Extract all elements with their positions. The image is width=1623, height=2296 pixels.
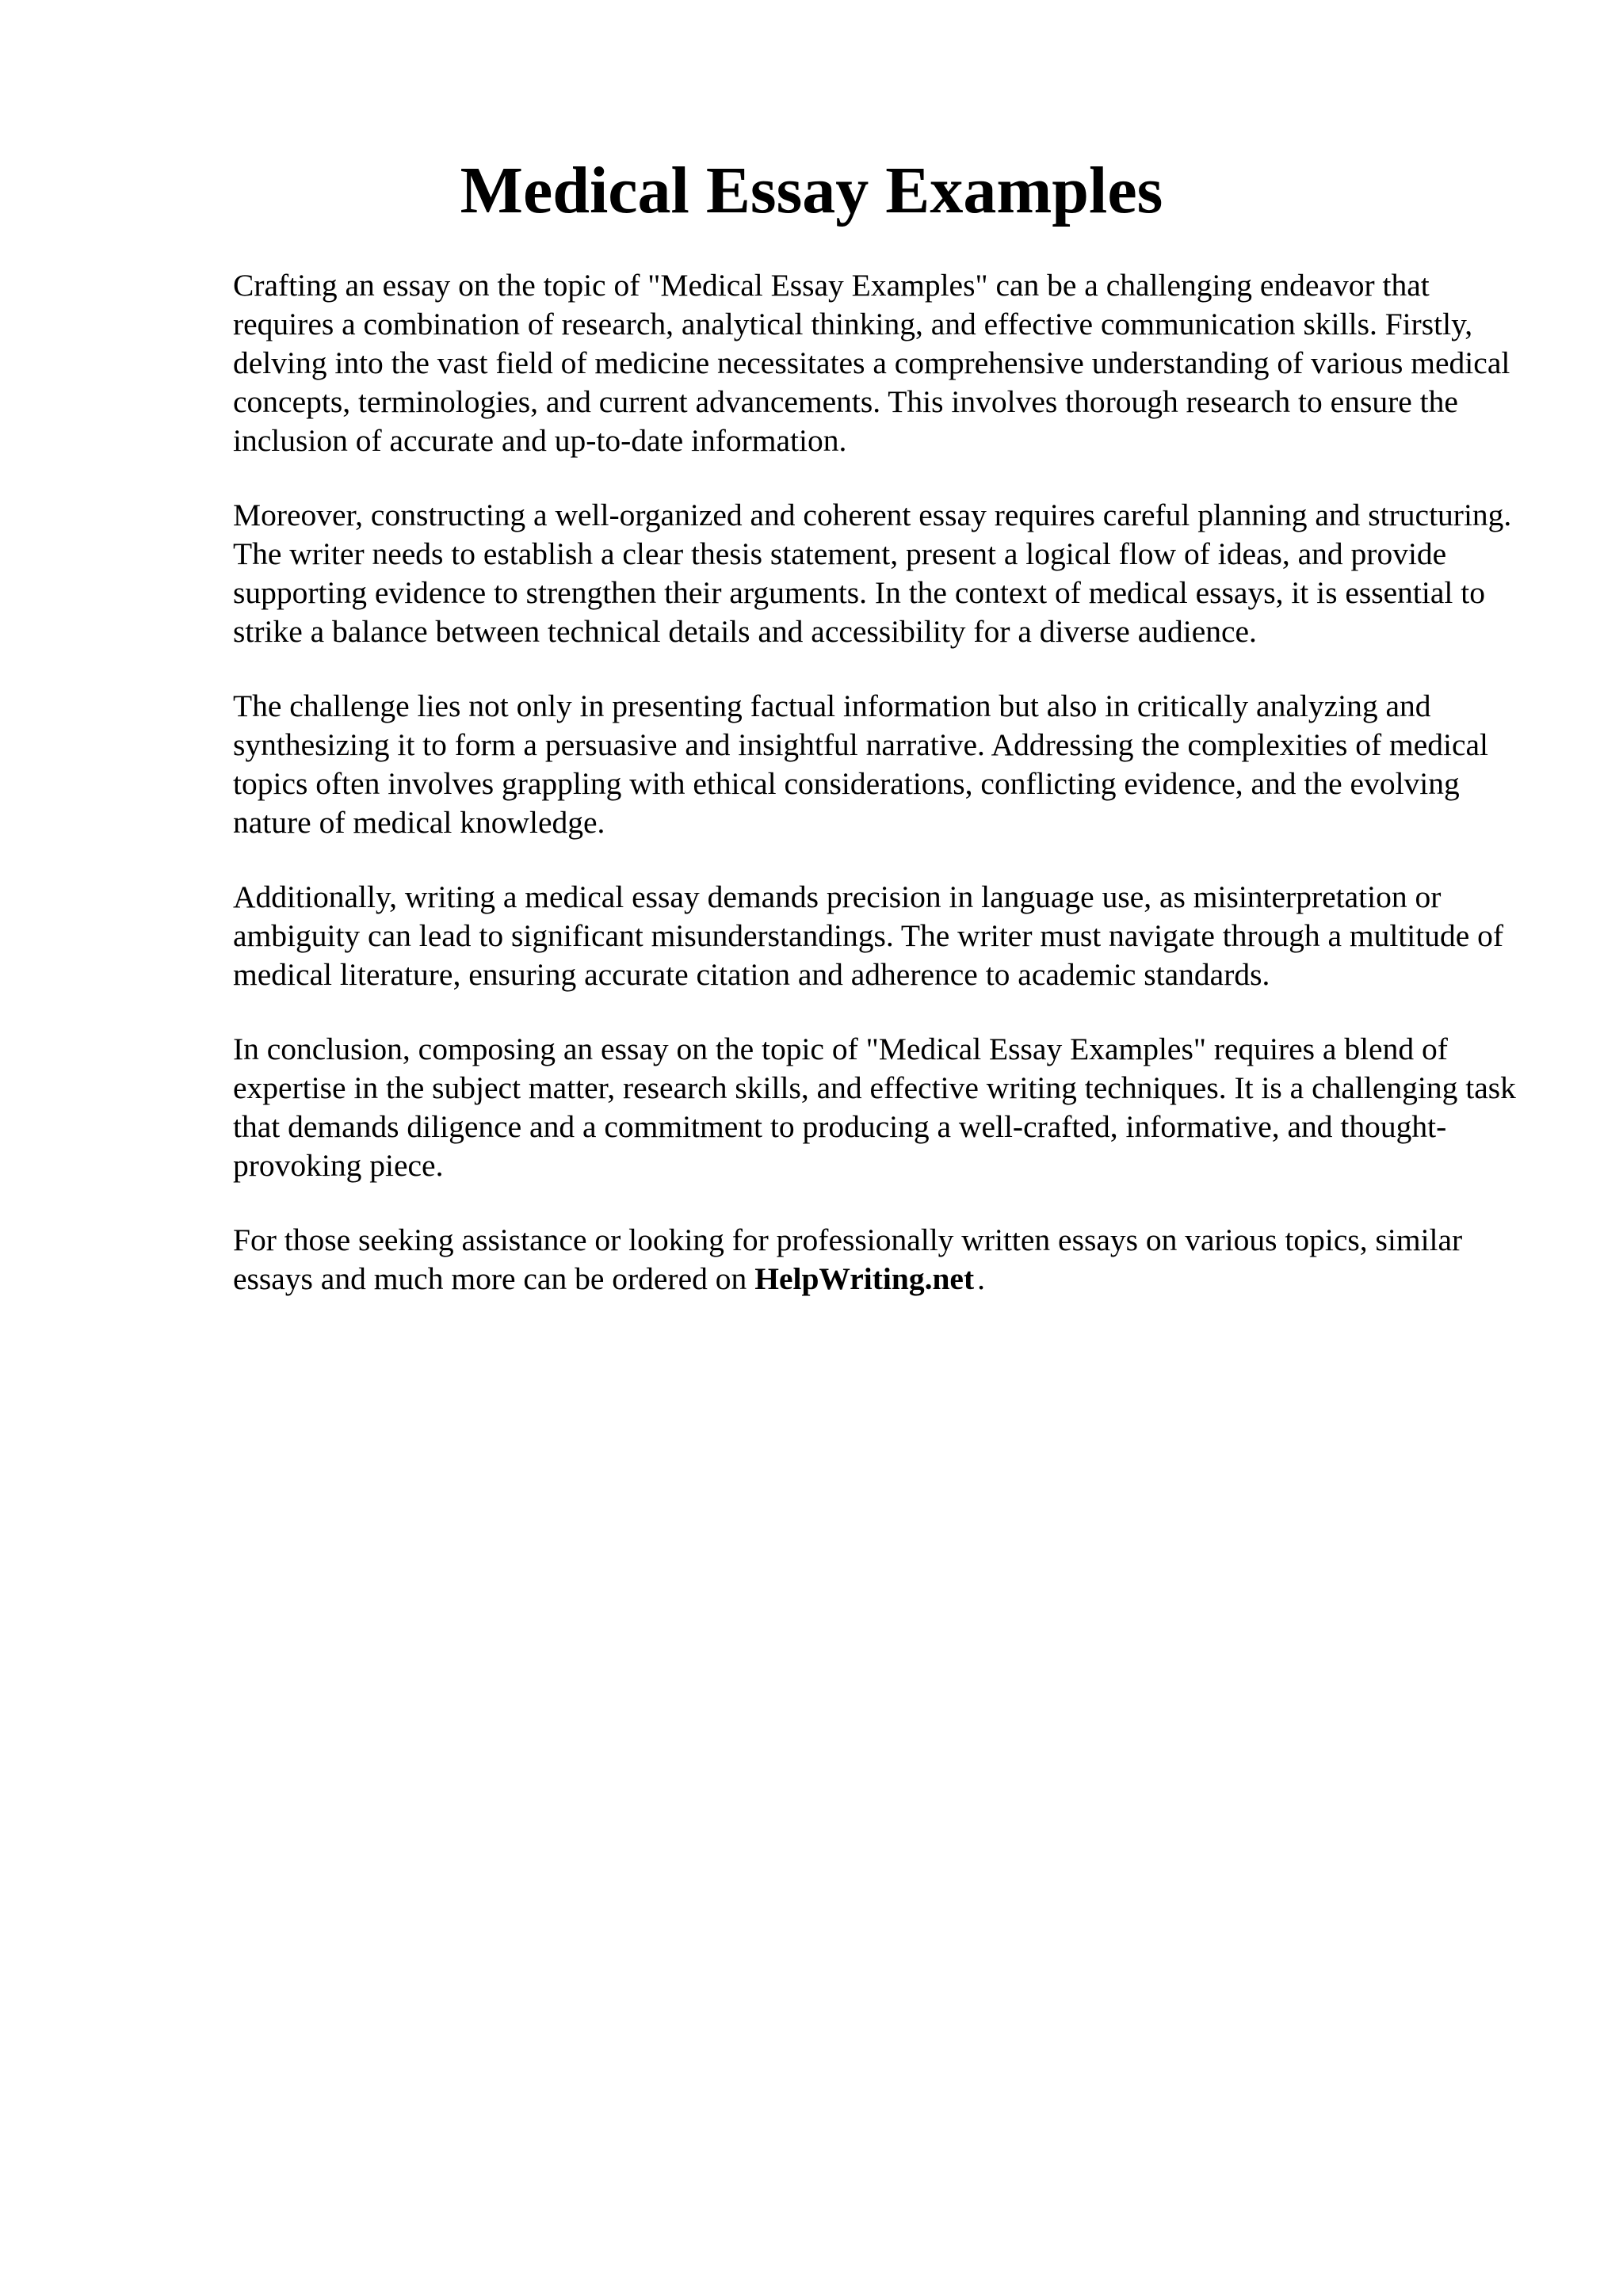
essay-body (233, 266, 1533, 1334)
helpwriting-link[interactable]: HelpWriting.net (754, 1261, 975, 1296)
paragraph-closing (233, 1221, 1533, 1299)
closing-text: For those seeking assistance or looking for professionally written essays on various topics, similar essays and much more can be ordered on (233, 1222, 1463, 1296)
paragraph-intro: Crafting an essay on the topic of "Medical Essay Examples" can be a challenging endeavor that requires a combination of research, analytical thinking, and effective communication skills. Firstly, delving into the vast field of medicine necessitates a comprehensive understanding of various medical concepts, terminologies, and current advancements. This involves thorough research to ensure the inclusion of accurate and up-to-date information. (233, 268, 1510, 458)
document-title: Medical Essay Examples (460, 154, 1163, 227)
closing-period: . (977, 1261, 985, 1296)
paragraph-structure: Moreover, constructing a well-organized and coherent essay requires careful planning and structuring. The writer needs to establish a clear thesis statement, present a logical flow of ideas, and provide supporting evidence to strengthen their arguments. In the context of medical essays, it is essential to strike a balance between technical details and accessibility for a diverse audience. (233, 498, 1512, 649)
paragraph-challenge: The challenge lies not only in presenting factual information but also in critically analyzing and synthesizing it to form a persuasive and insightful narrative. Addressing the complexities of medical topics often involves grappling with ethical considerations, conflicting evidence, and the evolving nature of medical knowledge. (233, 688, 1489, 840)
paragraph-conclusion: In conclusion, composing an essay on the topic of "Medical Essay Examples" requires a blend of expertise in the subject matter, research skills, and effective writing techniques. It is a challenging task that demands diligence and a commitment to producing a well-crafted, informative, and thought-provoking piece. (233, 1032, 1516, 1183)
paragraph-precision: Additionally, writing a medical essay demands precision in language use, as misinterpretation or ambiguity can lead to significant misunderstandings. The writer must navigate through a multitude of medical literature, ensuring accurate citation and adherence to academic standards. (233, 879, 1504, 992)
